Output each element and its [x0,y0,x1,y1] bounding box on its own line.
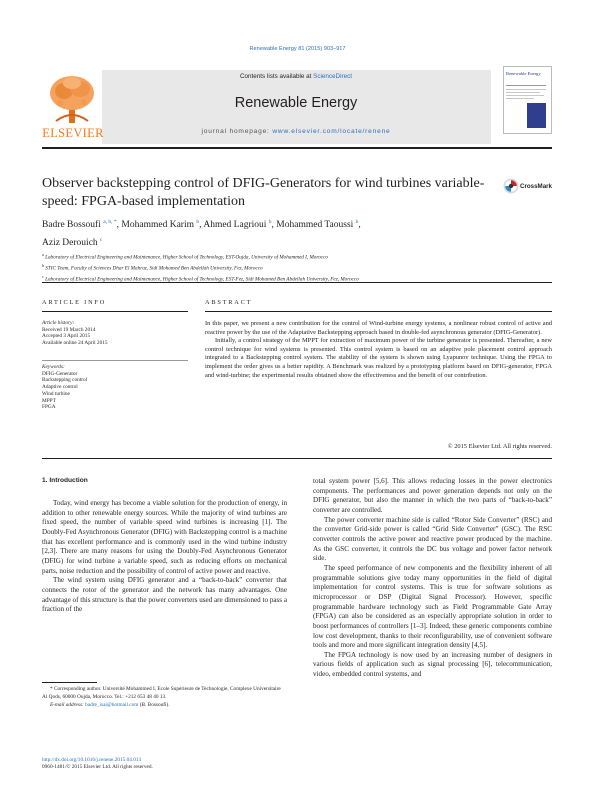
body-paragraph: total system power [5,6]. This allows reducing losses in the power electronics components. The performances and power generation depends not only on the DFIG generator, but also the manner in which the two parts of “back-to-back” converter are controlled. [313,477,552,514]
affiliation-marker: b [42,263,44,269]
email-line [42,702,287,710]
affiliation-marker: c [42,274,44,280]
journal-title[interactable]: Renewable Energy [234,95,358,111]
article-info-divider [42,360,188,361]
body-paragraph: Today, wind energy has become a viable solution for the production of energy, in addition to other renewable energy sources. While the majority of wind turbines are fixed speed, the number of variable speed wind turbines is increasing [1]. The Doubly-Fed Asynchronous Generator (DFIG) with Backstepping control is a machine that has excellent performance and is commonly used in the wind turbine industry [2,3]. There are many reasons for using the Doubly-Fed Asynchronous Generator (DFIG) for wind turbine a variable speed, such as reducing efforts on mechanical parts, noise reduction and the possibility of control of active power and reactive. [42,499,287,575]
footnote-rule [42,682,97,683]
elsevier-tree-icon [46,73,98,125]
author-affil-ref[interactable]: b [196,219,200,225]
author-affil-ref[interactable]: b [355,219,359,225]
corresponding-author-text: * Corresponding author. Université Mohammed I, Ecole Supérieure de Technologie, Complexe Universitaire Al Qods, 60000 Oujda, Morocco. Tel.: +212 653 48 40 13. [42,686,281,700]
abstract-bottom-rule [42,458,552,459]
contents-line [106,73,486,80]
author-name: Ahmed Lagrioui [203,220,267,231]
abstract-paragraph: In this paper, we present a new contribution for the control of Wind-turbine energy systems, a nonlinear robust control of active and reactive power by the use of the Adaptative Backstepping approach based in double-fed asynchronous generator (DFIG-Generator). [205,320,552,336]
keywords-label: Keywords: [42,364,65,370]
introduction-heading: 1. Introduction [42,477,88,484]
history-online: Available online 24 April 2015 [42,340,108,347]
affiliation-text: Laboratory of Electrical Engineering and Maintenance, Higher School of Technology, EST-Oujda, University of Mohammed I, Morocco [45,254,328,261]
author-name: Mohammed Karim [121,220,194,231]
keyword-item: Adaptive control [42,384,78,391]
history-label: Article history: [42,320,75,326]
body-paragraph: The speed performance of new components and the flexibility inherent of all programmable solutions give today many opportunities in the field of digital implementation for control systems. This is true for software solutions as microprocessor or DSP (Digital Signal Processor). However, specific programmable hardware technology such as Field Programmable Gate Array (FPGA) can also be considered as an especially appropriate solution in order to boost performances of controllers [1–3]. Indeed, these generic components combine low cost development, thanks to their reconfigurability, use of convenient software tools and more and more significant integration density [4,5]. [313,563,552,650]
cover-text-lines [506,89,546,101]
article-bottom-info [42,757,287,771]
author-list: Badre Bossoufi $^{a, b, *}$, Mohammed Karim $^b$, Ahmed Lagrioui $^b$, Mohammed Taoussi $^b$, Aziz Derouich $^c$ [42,219,361,249]
abstract-copyright: © 2015 Elsevier Ltd. All rights reserved. [447,443,552,450]
keyword-item: Wind turbine [42,390,70,397]
homepage-prefix: journal homepage: [201,128,273,135]
article-title: Observer backstepping control of DFIG-Generators for wind turbines variable-speed: FPGA-based implementation [42,176,485,209]
article-history [42,320,188,347]
keywords-block [42,364,188,411]
affiliation-item [42,262,552,273]
abstract-heading: ABSTRACT [205,299,253,306]
body-column-left [42,499,287,615]
journal-homepage-line [106,128,486,135]
body-column-right [313,477,552,680]
affiliation-list [42,251,552,285]
body-paragraph: The power converter machine side is called “Rotor Side Converter” (RSC) and the converter Grid-side power is called “Grid Side Converter” (GSC). The RSC converter controls the active power and reactive power produced by the machine. As the GSC converter, it controls the DC bus voltage and power factor network side. [313,515,552,563]
author-name: Aziz Derouich [42,238,98,249]
header-rule [42,147,552,149]
keyword-item: MPPT [42,397,56,404]
author-affil-ref[interactable]: b [268,219,272,225]
corresponding-author-footnote [42,686,287,710]
author-email-link[interactable]: badre_isai@hotmail.com [85,701,139,708]
author-affil-ref[interactable]: c [100,237,103,244]
journal-citation[interactable]: Renewable Energy 81 (2015) 903–917 [249,46,346,52]
body-paragraph: The FPGA technology is now used by an increasing number of designers in various fields of application such as signal processing [6], telecommunication, video, embedded control systems, and [313,650,552,679]
journal-homepage-link[interactable]: www.elsevier.com/locate/renene [272,128,391,135]
author-name: Mohammed Taoussi [276,220,354,231]
affiliation-text: STIC Team, Faculty of Sciences Dhar El Mahraz, Sidi Mohamed Ben Abdellah University, Fez, Morocco [45,265,263,272]
affiliation-item [42,273,552,284]
crossmark-icon[interactable] [503,178,519,194]
crossmark-label[interactable]: CrossMark [520,183,552,190]
keyword-item: DFIG-Generator [42,370,78,377]
contents-prefix: Contents lists available at [239,73,314,80]
affiliation-item [42,251,552,262]
affiliation-text: Laboratory of Electrical Engineering and Maintenance, Higher School of Technology, EST-Fez, Sidi Mohamed Ben Abdellah University, Fez, Morocco [45,277,359,284]
cover-artwork [527,103,546,128]
article-info-rule [42,311,188,312]
rights-statement: 0960-1481/© 2015 Elsevier Ltd. All rights reserved. [42,764,153,771]
sciencedirect-link[interactable]: ScienceDirect [313,73,352,80]
abstract-rule [205,311,552,312]
keyword-item: FPGA [42,404,56,411]
author-name: Badre Bossoufi [42,220,101,231]
section-rule [42,282,552,283]
author-affil-ref[interactable]: a, b, * [103,219,117,225]
abstract-body [205,320,552,380]
doi-link[interactable]: http://dx.doi.org/10.1016/j.renene.2015.04.013 [42,757,142,763]
abstract-paragraph: Initially, a control strategy of the MPPT for extraction of maximum power of the turbine generator is presented. Thereafter, a new control technique for wind systems is presented. This control system is based on an adaptive pole placement control approach integrated to a Backstepping control system. The stability of the system is shown using Lyapunov technique. Using the FPGA to implement the order gives us a better rapidity. A Benchmark was realized by a prototyping platform based on DFIG-generator, FPGA and wind-turbine; the experimental results obtained show the effectiveness and the benefit of our contribution. [205,337,552,379]
keyword-item: Backstepping control [42,377,88,384]
elsevier-wordmark: ELSEVIER [42,126,104,140]
email-suffix: (B. Bossoufi). [138,701,170,708]
cover-title: Renewable Energy [506,71,541,76]
history-accepted: Accepted 3 April 2015 [42,333,91,340]
affiliation-marker: a [42,252,44,257]
article-info-heading: ARTICLE INFO [42,299,107,306]
body-paragraph: The wind system using DFIG generator and a “back-to-back” converter that connects the rotor of the generator and the network has many advantages. One advantage of this structure is that the power converters used are dimensioned to pass a fraction of the [42,576,287,614]
cover-divider [506,85,546,86]
email-label: E-mail address: [50,701,84,708]
history-received: Received 19 March 2014 [42,326,96,333]
